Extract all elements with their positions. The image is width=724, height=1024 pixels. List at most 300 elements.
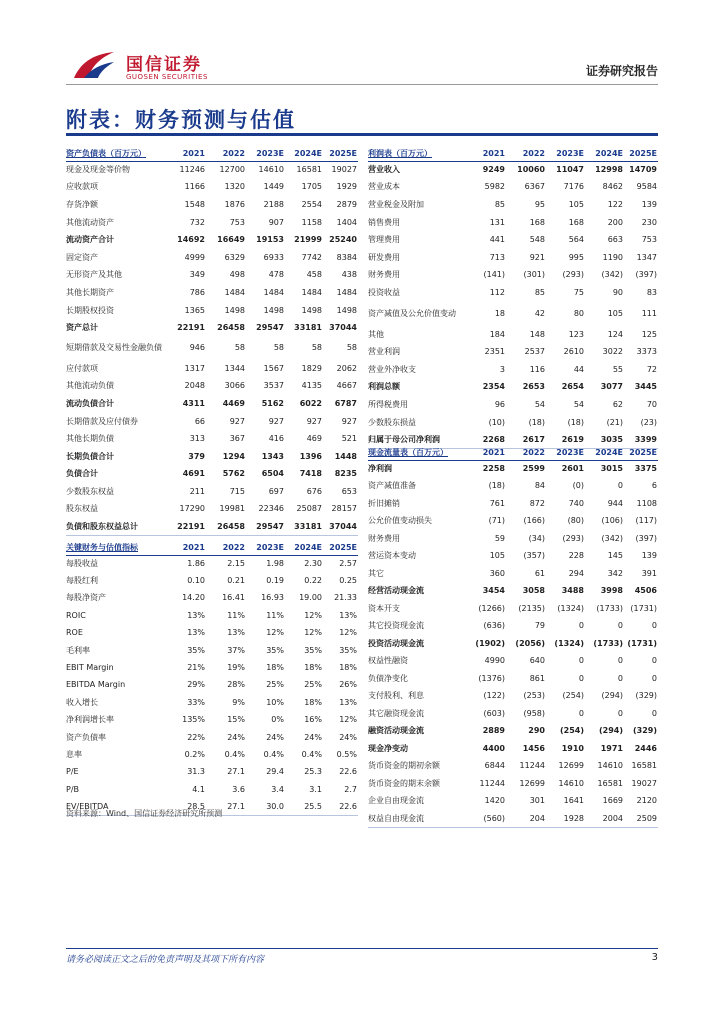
table-row [66, 319, 358, 337]
table-row [368, 343, 658, 361]
row-value: 22191 [177, 323, 205, 333]
row-value: 0.4% [301, 749, 322, 759]
row-value: 715 [229, 486, 245, 496]
row-value: 18% [266, 663, 284, 673]
row-value: 22191 [166, 518, 206, 536]
row-value: 29% [187, 680, 205, 690]
table-row [368, 326, 658, 344]
row-value: 66 [194, 416, 205, 426]
row-value: (1902) [475, 638, 505, 648]
table-row [66, 642, 358, 659]
row-value: (254) [562, 691, 584, 701]
table-header-row [66, 541, 358, 555]
table-row [368, 548, 658, 566]
row-value: (253) [523, 691, 545, 701]
row-label: 其它融资现金流 [368, 708, 424, 718]
row-value: 3454 [482, 586, 505, 596]
row-value: (1324) [554, 638, 584, 648]
row-label: 权益自由现金流 [368, 810, 468, 828]
table-row [368, 705, 658, 723]
row-value: 944 [607, 498, 623, 508]
row-value: 740 [568, 498, 584, 508]
row-label: 息率 [66, 749, 82, 759]
column-header: 2021 [166, 541, 206, 555]
row-label: 收入增长 [66, 697, 98, 707]
row-value: 2879 [336, 199, 357, 209]
row-value: 653 [341, 486, 357, 496]
row-value: 2188 [263, 199, 284, 209]
row-value: 2258 [482, 464, 505, 473]
row-value: 30.0 [246, 798, 285, 815]
row-label: 其他流动资产 [66, 217, 114, 227]
row-value: 1344 [224, 363, 245, 373]
row-value: 24% [266, 732, 284, 742]
column-header: 2024E [285, 541, 323, 555]
footer-divider [66, 948, 658, 949]
row-value: (560) [468, 810, 506, 828]
row-value: 4311 [182, 398, 205, 408]
row-value: 342 [607, 568, 623, 578]
row-value: 13% [187, 610, 205, 620]
column-header: 2025E [323, 147, 358, 161]
row-value: 6329 [224, 252, 245, 262]
row-value: (18) [567, 417, 584, 427]
column-header: 2023E [246, 541, 285, 555]
column-header: 2023E [246, 147, 285, 161]
row-value: 58 [346, 343, 357, 353]
row-value: 11047 [556, 165, 584, 175]
row-value: 14610 [597, 761, 623, 771]
row-value: 10060 [517, 165, 545, 175]
row-value: 16581 [296, 165, 322, 175]
row-value: 29.4 [266, 767, 284, 777]
row-label: 折旧摊销 [368, 498, 400, 508]
row-value: 2.57 [339, 558, 357, 568]
row-value: 1910 [561, 743, 584, 753]
column-header: 2023E [546, 147, 585, 161]
row-value: 2446 [634, 743, 657, 753]
row-value: 367 [229, 434, 245, 444]
table-row [66, 179, 358, 197]
table-row [66, 677, 358, 694]
row-label: 投资收益 [368, 287, 400, 297]
table-row [368, 723, 658, 741]
row-value: 72 [646, 364, 657, 374]
row-label: 长期股权投资 [66, 305, 114, 315]
row-value: 80 [573, 308, 584, 318]
table-row [368, 214, 658, 232]
row-label: ROIC [66, 610, 86, 620]
row-value: 8235 [334, 469, 357, 479]
row-value: 1.98 [266, 558, 284, 568]
column-header: 2021 [468, 446, 506, 460]
row-value: 9% [232, 697, 245, 707]
row-value: 42 [534, 308, 545, 318]
column-header: 2025E [323, 541, 358, 555]
row-value: 927 [268, 416, 284, 426]
table-row [66, 231, 358, 249]
title-underline [66, 133, 658, 136]
row-value: 16581 [631, 761, 657, 771]
row-value: 1396 [299, 451, 322, 461]
row-value: 59 [494, 533, 505, 543]
row-value: 26458 [217, 323, 245, 333]
row-value: 44 [573, 364, 584, 374]
row-value: 2.30 [304, 558, 322, 568]
row-label: 投资活动现金流 [368, 638, 424, 648]
row-value: 5762 [222, 469, 245, 479]
row-value: 28.5 [166, 798, 206, 815]
source-note: 资料来源：Wind、国信证券经济研究所预测 [66, 809, 223, 818]
row-label: 营运资本变动 [368, 551, 416, 561]
row-value: 12998 [595, 165, 623, 175]
row-value: 2120 [636, 796, 657, 806]
row-value: 1484 [263, 287, 284, 297]
row-label: 经营活动现金流 [368, 586, 424, 596]
table-row [368, 688, 658, 706]
row-label: 负债净变化 [368, 673, 408, 683]
row-value: 0 [578, 621, 584, 631]
row-label: 毛利率 [66, 645, 90, 655]
row-value: 37044 [323, 518, 358, 536]
row-value: 3 [499, 364, 505, 374]
row-value: 22.6 [323, 798, 358, 815]
row-value: 697 [268, 486, 284, 496]
row-value: 12% [339, 628, 357, 638]
balance-sheet-table [66, 147, 358, 536]
row-value: 861 [529, 673, 545, 683]
row-value: 4469 [222, 398, 245, 408]
row-value: 61 [534, 568, 545, 578]
table-row [368, 460, 658, 478]
row-label: 利润总额 [368, 382, 400, 392]
row-value: (80) [567, 516, 584, 526]
row-label: 流动负债合计 [66, 398, 114, 408]
row-value: 22% [187, 732, 205, 742]
row-value: 0% [271, 715, 284, 725]
row-label: 营业税金及附加 [368, 199, 424, 209]
row-value: 4667 [336, 381, 357, 391]
row-value: 2.7 [344, 784, 357, 794]
row-value: 521 [341, 434, 357, 444]
table-title: 资产负债表（百万元） [66, 147, 166, 161]
row-value: 79 [534, 621, 545, 631]
row-value: 27.1 [227, 767, 245, 777]
table-row [368, 810, 658, 828]
row-value: 4506 [634, 586, 657, 596]
table-row [66, 764, 358, 781]
row-label: 每股红利 [66, 576, 98, 586]
row-value: (34) [528, 533, 545, 543]
row-value: 3.6 [232, 784, 245, 794]
row-value: 125 [641, 329, 657, 339]
row-value: 35% [339, 645, 357, 655]
row-value: 33181 [285, 518, 323, 536]
row-label: 长期负债合计 [66, 451, 114, 461]
row-value: 13% [227, 628, 245, 638]
row-value: 18% [304, 663, 322, 673]
row-value: (1324) [557, 603, 584, 613]
table-row [368, 583, 658, 601]
row-value: 2354 [482, 382, 505, 392]
row-value: 1567 [263, 363, 284, 373]
row-value: 139 [641, 199, 657, 209]
row-value: 19981 [219, 504, 245, 514]
row-value: 211 [189, 486, 205, 496]
table-row [66, 161, 358, 179]
row-label: 其他流动负债 [66, 381, 114, 391]
row-value: 5982 [484, 182, 505, 192]
row-value: 0.4% [263, 749, 284, 759]
row-label: 其他长期负债 [66, 434, 114, 444]
row-value: (2135) [518, 603, 545, 613]
row-value: 1456 [522, 743, 545, 753]
column-header: 2024E [585, 446, 624, 460]
row-value: 124 [607, 329, 623, 339]
row-label: 资产总计 [66, 323, 98, 333]
row-value: 85 [494, 199, 505, 209]
row-value: 564 [568, 235, 584, 245]
disclaimer-text: 请务必阅读正文之后的免责声明及其项下所有内容 [66, 955, 265, 965]
row-label: 存货净额 [66, 199, 98, 209]
row-value: 29547 [246, 518, 285, 536]
row-label: EBIT Margin [66, 663, 114, 673]
table-row [66, 378, 358, 396]
row-value: 1294 [222, 451, 245, 461]
row-label: 支付股利、利息 [368, 691, 424, 701]
row-value: 1347 [636, 252, 657, 262]
row-value: 7742 [301, 252, 322, 262]
column-header: 2022 [506, 147, 546, 161]
row-value: 0.2% [184, 749, 205, 759]
row-value: 13% [187, 628, 205, 638]
row-label: 负债和股东权益总计 [66, 518, 166, 536]
row-value: 25% [304, 680, 322, 690]
row-value: 1548 [184, 199, 205, 209]
row-value: 458 [306, 270, 322, 280]
row-value: 3998 [600, 586, 623, 596]
row-value: 12699 [558, 761, 584, 771]
row-value: 1929 [336, 182, 357, 192]
table-row [66, 249, 358, 267]
row-value: 1928 [546, 810, 585, 828]
table-row [66, 590, 358, 607]
row-value: 58 [311, 343, 322, 353]
row-label: 流动资产合计 [66, 235, 114, 245]
row-value: 24% [339, 732, 357, 742]
row-label: 净利润 [368, 464, 392, 473]
row-value: 3035 [585, 431, 624, 449]
row-value: 2889 [482, 726, 505, 736]
row-value: 391 [641, 568, 657, 578]
row-value: 2062 [336, 363, 357, 373]
row-value: 469 [306, 434, 322, 444]
row-value: 14709 [629, 165, 657, 175]
column-header: 2022 [206, 541, 246, 555]
row-value: 25240 [329, 235, 357, 245]
row-value: 116 [529, 364, 545, 374]
row-value: 548 [529, 235, 545, 245]
row-value: 360 [489, 568, 505, 578]
row-value: 62 [612, 399, 623, 409]
table-row [66, 712, 358, 729]
table-row [66, 214, 358, 232]
table-row [66, 413, 358, 431]
row-value: 2.15 [227, 558, 245, 568]
row-value: 2268 [468, 431, 506, 449]
page-title: 附表：财务预测与估值 [66, 108, 296, 132]
row-value: 3537 [263, 381, 284, 391]
row-value: 0 [651, 708, 657, 718]
row-value: (1733) [593, 638, 623, 648]
row-value: 349 [189, 270, 205, 280]
table-row [66, 483, 358, 501]
row-label: ROE [66, 628, 83, 638]
row-value: 3.4 [271, 784, 284, 794]
row-label: 资本开支 [368, 603, 400, 613]
row-value: 37% [227, 645, 245, 655]
row-value: (1376) [478, 673, 505, 683]
row-value: 83 [646, 287, 657, 297]
row-value: (141) [483, 270, 505, 280]
row-value: (301) [523, 270, 545, 280]
row-value: 16.41 [222, 593, 245, 603]
row-label: 固定资产 [66, 252, 98, 262]
row-value: 0 [651, 656, 657, 666]
row-value: (254) [559, 726, 584, 736]
row-value: 4999 [184, 252, 205, 262]
row-label: 少数股东损益 [368, 417, 416, 427]
row-value: 96 [494, 399, 505, 409]
row-label: EV/EBITDA [66, 798, 166, 815]
table-row [368, 196, 658, 214]
row-value: 2653 [522, 382, 545, 392]
row-value: 19.00 [299, 593, 322, 603]
table-row [368, 740, 658, 758]
row-label: 融资活动现金流 [368, 726, 424, 736]
row-value: 27.1 [206, 798, 246, 815]
row-label: 权益性融资 [368, 656, 408, 666]
row-value: 441 [489, 235, 505, 245]
row-value: 25% [266, 680, 284, 690]
table-row [368, 758, 658, 776]
row-value: 1498 [224, 305, 245, 315]
row-value: 145 [607, 551, 623, 561]
report-type: 证券研究报告 [585, 64, 658, 78]
column-header: 2023E [546, 446, 585, 460]
row-value: 55 [612, 364, 623, 374]
row-value: 135% [182, 715, 205, 725]
row-value: 416 [268, 434, 284, 444]
row-value: 28% [227, 680, 245, 690]
table-row [66, 518, 358, 536]
row-value: 3445 [634, 382, 657, 392]
row-value: 3373 [636, 347, 657, 357]
row-value: 15% [227, 715, 245, 725]
row-value: 58 [273, 343, 284, 353]
row-value: 927 [229, 416, 245, 426]
table-header-row [368, 446, 658, 460]
row-label: 资产负债率 [66, 732, 106, 742]
row-value: 0.22 [304, 576, 322, 586]
row-value: 10% [266, 697, 284, 707]
table-row [368, 414, 658, 432]
table-row [66, 196, 358, 214]
row-value: 26% [339, 680, 357, 690]
row-value: 204 [506, 810, 546, 828]
row-value: 18% [339, 663, 357, 673]
row-value: 498 [229, 270, 245, 280]
row-label: 无形资产及其他 [66, 270, 122, 280]
row-value: 22.6 [339, 767, 357, 777]
row-label: 其他 [368, 329, 384, 339]
row-value: 0 [651, 673, 657, 683]
row-value: 14610 [258, 165, 284, 175]
table-row [66, 781, 358, 798]
row-value: 7176 [563, 182, 584, 192]
table-row [66, 555, 358, 572]
row-value: 1448 [334, 451, 357, 461]
row-value: 2617 [506, 431, 546, 449]
row-label: 应付款项 [66, 363, 98, 373]
table-row [66, 729, 358, 746]
row-label: 股东权益 [66, 504, 98, 514]
table-row [66, 466, 358, 484]
row-value: 90 [612, 287, 623, 297]
row-value: (958) [523, 708, 545, 718]
row-value: 24% [304, 732, 322, 742]
row-value: 18 [494, 308, 505, 318]
row-value: 4135 [301, 381, 322, 391]
row-value: 33181 [294, 323, 322, 333]
row-value: 2619 [546, 431, 585, 449]
table-row [368, 396, 658, 414]
row-value: 1320 [224, 182, 245, 192]
table-row [368, 179, 658, 197]
row-label: 营业成本 [368, 182, 400, 192]
row-value: 3015 [600, 464, 623, 473]
row-value: 2537 [524, 347, 545, 357]
row-value: 2004 [585, 810, 624, 828]
brand-name: 国信证券 [126, 55, 202, 75]
table-row [368, 249, 658, 267]
row-value: 14692 [177, 235, 205, 245]
row-value: 9584 [636, 182, 657, 192]
row-value: (166) [523, 516, 545, 526]
row-value: (293) [562, 533, 584, 543]
row-label: 归属于母公司净利润 [368, 431, 468, 449]
row-value: 3375 [634, 464, 657, 473]
guosen-logo-icon [70, 48, 118, 82]
row-value: (603) [483, 708, 505, 718]
row-value: 24% [227, 732, 245, 742]
row-label: 公允价值变动损失 [368, 516, 432, 526]
row-value: 8462 [602, 182, 623, 192]
row-label: 短期借款及交易性金融负债 [66, 343, 162, 353]
row-value: 1829 [301, 363, 322, 373]
row-value: 6787 [334, 398, 357, 408]
row-label: 营业收入 [368, 165, 400, 175]
row-label: 财务费用 [368, 533, 400, 543]
brand-name-en: GUOSEN SECURITIES [126, 73, 208, 81]
table-row [368, 513, 658, 531]
row-label: 货币资金的期初余额 [368, 761, 440, 771]
row-value: (329) [632, 726, 657, 736]
row-value: 12699 [519, 778, 545, 788]
row-value: 70 [646, 399, 657, 409]
row-label: 每股收益 [66, 558, 98, 568]
row-value: (10) [488, 417, 505, 427]
